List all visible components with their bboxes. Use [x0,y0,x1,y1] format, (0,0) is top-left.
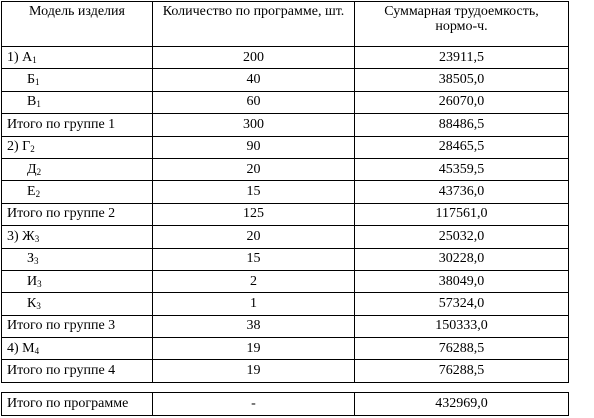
table-row [2,181,569,203]
quantity-cell: 1 [153,293,355,315]
grand-total-labor: 432969,0 [355,393,569,416]
quantity-cell: 90 [153,136,355,158]
model-name [2,47,153,69]
grand-total-quantity: - [153,393,355,416]
header-model: Модель изделия [2,2,153,47]
model-subscript: 1 [36,99,41,110]
group-total-row [2,203,569,225]
model-letter: Е [27,184,36,200]
group-total-label [2,360,153,382]
group-total-row [2,360,569,382]
model-subscript: 3 [37,278,42,289]
quantity-cell: 300 [153,114,355,136]
quantity-cell: 2 [153,270,355,292]
labor-cell: 76288,5 [355,360,569,382]
group-number: 3) [7,228,23,244]
model-name [2,69,153,91]
header-quantity: Количество по программе, шт. [153,2,355,47]
labor-cell: 26070,0 [355,91,569,113]
labor-cell: 88486,5 [355,114,569,136]
labor-cell: 28465,5 [355,136,569,158]
labor-cell: 38505,0 [355,69,569,91]
model-name [2,270,153,292]
model-name [2,338,153,360]
model-letter: К [27,295,37,311]
table-row [2,69,569,91]
table-row [2,91,569,113]
model-subscript: 2 [36,166,42,177]
model-subscript: 1 [35,77,40,88]
model-subscript: 3 [34,256,39,267]
group-total-label [2,203,153,225]
model-letter: Итого по группе 1 [7,116,116,132]
labor-table [1,1,569,383]
model-letter: А [22,49,33,65]
model-name [2,226,153,248]
model-name [2,248,153,270]
model-name [2,91,153,113]
quantity-cell: 200 [153,47,355,69]
table-row [2,158,569,180]
model-letter: Итого по группе 4 [7,363,116,379]
table-row [2,270,569,292]
grand-total-label: Итого по программе [2,393,153,416]
quantity-cell: 125 [153,203,355,225]
group-total-label [2,315,153,337]
labor-cell: 25032,0 [355,226,569,248]
model-letter: Итого по группе 3 [7,318,116,334]
model-subscript: 3 [34,233,40,244]
table-row [2,136,569,158]
grand-total-row [2,393,569,416]
labor-cell: 23911,5 [355,47,569,69]
header-row [2,2,569,47]
model-letter: Д [27,161,37,177]
labor-cell: 30228,0 [355,248,569,270]
model-subscript: 1 [32,54,37,65]
table-row [2,293,569,315]
quantity-cell: 20 [153,226,355,248]
model-letter: Г [22,139,31,155]
table-row [2,47,569,69]
model-letter: И [27,273,38,289]
model-letter: Б [27,72,36,88]
model-subscript: 3 [36,300,41,311]
quantity-cell: 40 [153,69,355,91]
table-body [2,47,569,383]
group-number: 1) [7,49,23,65]
labor-cell: 117561,0 [355,203,569,225]
group-total-row [2,315,569,337]
group-total-row [2,114,569,136]
labor-cell: 45359,5 [355,158,569,180]
model-subscript: 2 [30,144,35,155]
labor-cell: 76288,5 [355,338,569,360]
group-number: 2) [7,139,23,155]
model-letter: Итого по группе 2 [7,206,116,222]
model-letter: М [22,340,35,356]
grand-total-table [1,392,569,416]
model-subscript: 2 [35,189,41,200]
model-name [2,181,153,203]
labor-cell: 43736,0 [355,181,569,203]
group-number: 4) [7,340,23,356]
table-row [2,248,569,270]
model-letter: Ж [22,228,35,244]
labor-cell: 38049,0 [355,270,569,292]
header-labor-line1: Суммарная трудоемкость, [384,4,539,19]
group-total-label [2,114,153,136]
quantity-cell: 15 [153,248,355,270]
table-row [2,338,569,360]
model-name [2,293,153,315]
model-letter: З [27,251,35,267]
quantity-cell: 15 [153,181,355,203]
labor-cell: 57324,0 [355,293,569,315]
table-row [2,226,569,248]
quantity-cell: 19 [153,360,355,382]
model-subscript: 4 [34,345,40,356]
header-labor [355,2,569,47]
quantity-cell: 19 [153,338,355,360]
model-name [2,158,153,180]
quantity-cell: 38 [153,315,355,337]
table-header [2,2,569,47]
quantity-cell: 60 [153,91,355,113]
model-name [2,136,153,158]
labor-cell: 150333,0 [355,315,569,337]
model-letter: В [27,94,37,110]
quantity-cell: 20 [153,158,355,180]
header-labor-line2: нормо-ч. [435,19,488,34]
